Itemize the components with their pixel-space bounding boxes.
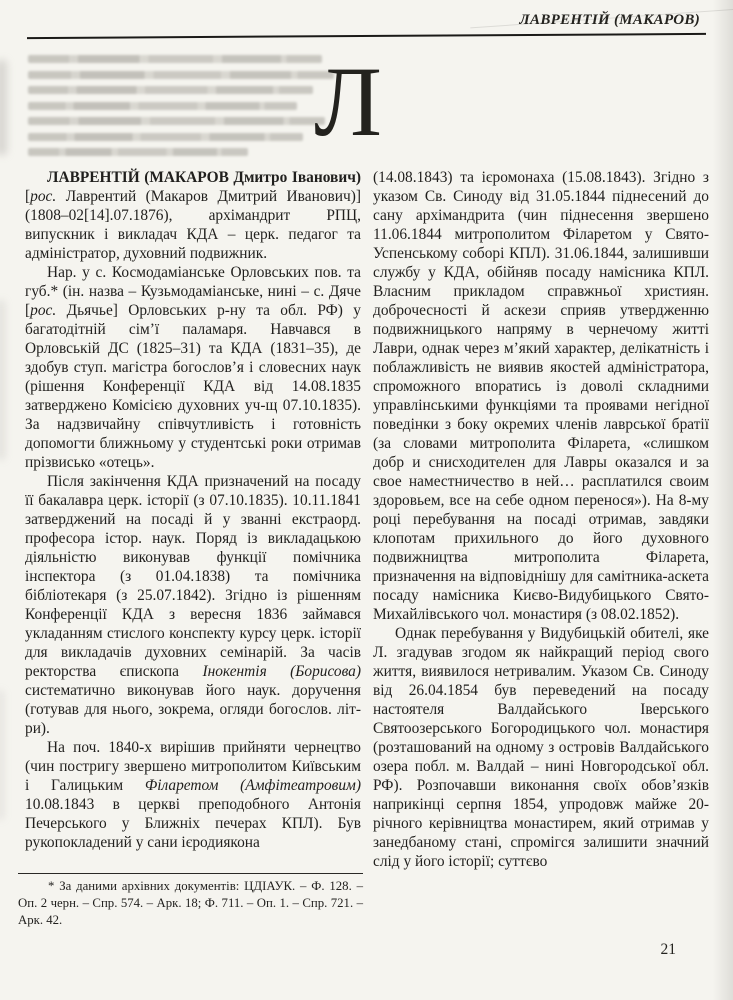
header-rule [27,33,706,39]
bleedthrough-line [28,148,248,156]
footnote [18,873,363,928]
bleedthrough-line [28,117,325,125]
bleedthrough-line [28,55,322,63]
page-edge-shadow [713,0,733,1000]
bleedthrough-line [28,102,297,110]
paragraph: Після закінчення КДА призначений на посаду її бакалавра церк. історії (з 07.10.1835). 10.11.1841 затверджений на посаді й у званні екстраорд. професора істор. наук. Поряд із викладацькою діяльністю виконував функції помічника інспектора (з 01.04.1838) та помічника бібліотекаря (з 25.07.1842). Згідно із рішенням Конференції КДА з вересня 1836 займався укладанням стислого конспекту курсу церк. історії для викладачів духовних семінарій. За часів ректорства єпископа Інокентія (Борисова) систематично виконував його наук. доручення (готував для нього, зокрема, огляди богослов. літ-ри). [25,473,361,737]
scan-edge-smudge [0,690,4,820]
left-column [25,168,361,872]
footnote-text [18,878,363,928]
footnote-rule [18,873,363,874]
bleedthrough-text [28,55,334,164]
paragraph: На поч. 1840-х вирішив прийняти чернецтво (чин постригу звершено митрополитом Київським і Галицьким Філаретом (Амфітеатровим) 10.08.1843 в церкві преподобного Антонія Печерського у Ближніх печерах КПЛ). Був рукопокладений у сани ієродиякона [25,739,361,851]
paragraph: Нар. у с. Космодаміанське Орловських пов. та губ.* (ін. назва – Кузьмодаміанське, нині – с. Дяче [рос. Дьячье] Орловських р-ну та обл. РФ) у багатодітній сім’ї паламаря. Навчався в Орловській ДС (1825–31) та КДА (1831–35), де здобув ступ. магістра богослов’я і словесних наук (рішення Конференції КДА від 14.08.1835 затверджено Комісією духовних уч-щ 07.10.1835). За надзвичайну співчутливість і готовність допомогти ближньому у студентські роки отримав прізвисько «отець». [25,264,361,471]
right-column [373,168,709,872]
paragraph: * За даними архівних документів: ЦДІАУК. – Ф. 128. – Оп. 2 черн. – Спр. 574. – Арк. 18; Ф. 711. – Оп. 1. – Спр. 721. – Арк. 42. [18,879,363,927]
page-number: 21 [660,941,676,958]
running-head: ЛАВРЕНТІЙ (МАКАРОВ) [519,12,700,28]
bleedthrough-line [28,133,303,141]
paragraph: ЛАВРЕНТІЙ (МАКАРОВ Дмитро Іванович) [рос. Лаврентий (Макаров Дмитрий Иванович)] (1808–02[14].07.1876), архімандрит РПЦ, випускник і викладач КДА – церк. педагог та адміністратор, духовний подвижник. [25,169,361,262]
section-letter: Л [314,46,382,157]
bleedthrough-line [28,86,313,94]
paragraph: Однак перебування у Видубицькій обителі, яке Л. згадував згодом як найкращий період свого життя, виявилося нетривалим. Указом Св. Синоду від 26.04.1854 був переведений на посаду настоятеля Валдайського Іверського Святоозерського Богородицького чол. монастиря (розташований на одному з островів Валдайського озера побл. м. Валдай – нині Новгородської обл. РФ). Розпочавши виконання своїх обов’язків наприкінці серпня 1854, упродовж майже 20-річного керівництва монастирем, який отримав у занедбаному стані, спромігся залишити значний слід у його історії; суттєво [373,625,709,870]
article-body [25,168,709,872]
scan-edge-smudge [0,300,5,460]
paragraph: (14.08.1843) та ієромонаха (15.08.1843). Згідно з указом Св. Синоду від 31.05.1844 піднесений до сану архімандрита (чин піднесення звершено 11.06.1844 митрополитом Філаретом у Свято-Успенському соборі КПЛ). 31.06.1844, залишивши службу у КДА, обійняв посаду намісника КПЛ. Власним прикладом справжньої християн. доброчесності й аскези сприяв утвердженню подвижницького напряму в чернечому житті Лаври, однак через м’який характер, делікатність і поблажливість не виявив якостей адміністратора, спроможного впоратись із доволі складними управлінськими функціями та проявами негідної поведінки з боку окремих членів лаврської братії (за словами митрополита Філарета, «слишком добр и снисходителен для Лавры оказался и за свое наместничество в ней… расплатился своим здоровьем, все на себе одном перенося»). На 8-му році перебування на посаді отримав, завдяки клопотам прихильного до його духовного подвижництва митрополита Філарета, призначення на відповіднішу для самітника-аскета посаду намісника Києво-Видубицького Свято-Михайлівського чол. монастиря (з 08.02.1852). [373,169,709,623]
bleedthrough-line [28,71,334,79]
scan-edge-smudge [0,60,7,155]
